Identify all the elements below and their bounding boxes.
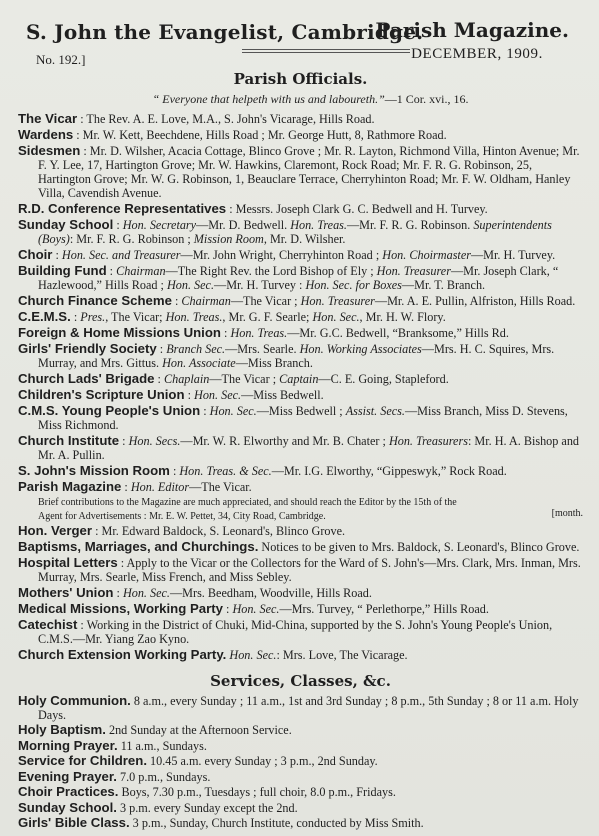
role: Hon. Editor bbox=[130, 480, 190, 494]
entry-label: Hospital Letters bbox=[18, 555, 118, 570]
service-text: 2nd Sunday at the Afternoon Service. bbox=[108, 723, 292, 737]
name: —Mr. A. E. Pullin, Alfriston, Hills Road. bbox=[374, 294, 576, 308]
entry-label: Choir bbox=[18, 247, 53, 262]
service-text: 10.45 a.m. every Sunday ; 3 p.m., 2nd Sunday. bbox=[150, 754, 378, 768]
entry-medical-missions: Medical Missions, Working Party : Hon. Sec.—Mrs. Turvey, “ Perlethorpe,” Hills Road. bbox=[18, 601, 489, 616]
entry-label: Church Institute bbox=[18, 433, 120, 448]
entry-verger bbox=[18, 524, 583, 538]
header-rule bbox=[242, 49, 410, 53]
entry-text: : Mr. D. Wilsher, Acacia Cottage, Blinco Grove ; Mr. R. Layton, Richmond Villa, Hinton Avenue; Mr. F. Y. Lee, 17, Hartington Grove; Mr. W. Hawkins, Claremont, Rock Road; Mr. F. R. G. Robinson, 25, Hartington Grove; Mr. W. G. Robinson, 1, Beauclare Terrace, Cherryhinton Road; Mr. F. W. Oldham, Hanley Villa, Cavendish Avenue. bbox=[38, 144, 580, 200]
entry-text: : Working in the District of Chuki, Mid-China, supported by the S. John's Young People's Union, C.M.S.—Mr. Yiang Zao Kyno. bbox=[38, 618, 553, 646]
entry-label: C.M.S. Young People's Union bbox=[18, 403, 201, 418]
name: , Mr. G. F. Searle; bbox=[222, 310, 310, 324]
service-item bbox=[18, 723, 583, 738]
service-text: Boys, 7.30 p.m., Tuesdays ; full choir, 8.0 p.m., Fridays. bbox=[121, 785, 396, 799]
role: Hon. Treasurer bbox=[300, 294, 375, 308]
role: Hon. Sec. bbox=[209, 404, 257, 418]
services-title: Services, Classes, &c. bbox=[210, 672, 391, 690]
entry-finance-scheme: Church Finance Scheme : Chairman—The Vicar ; Hon. Treasurer—Mr. A. E. Pullin, Alfriston, Hills Road. bbox=[18, 293, 576, 308]
entry-cms-young-peoples-union: C.M.S. Young People's Union : Hon. Sec.—Miss Bedwell ; Assist. Secs.—Miss Branch, Miss D. Stevens, Miss Richmond. bbox=[18, 403, 568, 432]
magazine-name: Parish Magazine. bbox=[375, 18, 569, 42]
entry-label: Wardens bbox=[18, 127, 74, 142]
name: , Mr. D. Wilsher. bbox=[263, 232, 346, 246]
name: —Miss Bedwell ; bbox=[256, 404, 343, 418]
entry-label: Sidesmen bbox=[18, 143, 81, 158]
officials-title: Parish Officials. bbox=[233, 70, 368, 88]
entry-label: Mothers' Union bbox=[18, 585, 114, 600]
role: Branch Sec. bbox=[166, 342, 226, 356]
name: —Mr. W. R. Elworthy and Mr. B. Chater ; bbox=[180, 434, 386, 448]
role: Superintendents (Boys) bbox=[38, 218, 552, 246]
entry-text: : The Rev. A. E. Love, M.A., S. John's Vicarage, Hills Road. bbox=[80, 112, 375, 126]
service-label: Holy Baptism. bbox=[18, 722, 106, 737]
entry-building-fund: Building Fund : Chairman—The Right Rev. the Lord Bishop of Ely ; Hon. Treasurer—Mr. Joseph Clark, “ Hazlewood,” Hills Road ; Hon. Sec.—Mr. H. Turvey : Hon. Sec. for Boxes—Mr. T. Branch. bbox=[18, 263, 559, 292]
role: Captain bbox=[279, 372, 319, 386]
service-item bbox=[18, 739, 583, 754]
role: Hon. Sec. bbox=[312, 310, 360, 324]
role: Hon. Treasurer bbox=[376, 264, 451, 278]
note-continuation: [month. bbox=[551, 508, 583, 519]
service-item bbox=[18, 785, 583, 800]
role: Hon. Sec. bbox=[232, 602, 280, 616]
name: —The Vicar ; bbox=[209, 372, 277, 386]
entry-text: : Mr. Edward Baldock, S. Leonard's, Blinco Grove. bbox=[95, 524, 346, 538]
service-label: Sunday School. bbox=[18, 799, 117, 815]
entry-sunday-school: Sunday School : Hon. Secretary—Mr. D. Bedwell. Hon. Treas.—Mr. F. R. G. Robinson. Superintendents (Boys): Mr. F. R. G. Robinson ; Mission Room, Mr. D. Wilsher. bbox=[18, 217, 552, 246]
entry-rd-conference bbox=[18, 202, 583, 216]
name: : Mrs. Love, The Vicarage. bbox=[276, 648, 408, 662]
entry-label: Church Extension Working Party. bbox=[18, 647, 227, 662]
entry-missions-union: Foreign & Home Missions Union : Hon. Treas.—Mr. G.C. Bedwell, “Branksome,” Hills Rd. bbox=[18, 325, 509, 340]
service-label: Choir Practices. bbox=[18, 784, 119, 799]
entry-label: S. John's Mission Room bbox=[18, 463, 170, 478]
entry-label: Hon. Verger bbox=[18, 523, 93, 538]
role: Mission Room bbox=[193, 232, 264, 246]
entry-label: Church Finance Scheme bbox=[18, 293, 172, 308]
role: Hon. Secretary bbox=[122, 218, 197, 232]
service-item bbox=[18, 694, 583, 722]
quote-text: “ Everyone that helpeth with us and laboureth.” bbox=[152, 92, 385, 106]
entry-church-lads-brigade: Church Lads' Brigade : Chaplain—The Vicar ; Captain—C. E. Going, Stapleford. bbox=[18, 371, 449, 386]
entry-scripture-union: Children's Scripture Union : Hon. Sec.—Miss Bedwell. bbox=[18, 387, 324, 402]
role: Hon. Secs. bbox=[128, 434, 181, 448]
role: Hon. Sec. for Boxes bbox=[305, 278, 402, 292]
entry-vicar bbox=[18, 112, 583, 126]
entry-label: Parish Magazine bbox=[18, 479, 122, 494]
role: Hon. Treas. & Sec. bbox=[179, 464, 272, 478]
role: Hon. Working Associates bbox=[299, 342, 422, 356]
entry-label: Foreign & Home Missions Union bbox=[18, 325, 221, 340]
name: —Mr. John Wright, Cherryhinton Road ; bbox=[180, 248, 380, 262]
advert-agent: Agent for Advertisements : Mr. E. W. Pettet, 34, City Road, Cambridge. bbox=[38, 511, 326, 522]
role: Hon. Treas. bbox=[230, 326, 288, 340]
entry-label: R.D. Conference Representatives bbox=[18, 201, 227, 216]
role: Chairman bbox=[181, 294, 231, 308]
role: Hon. Treas. bbox=[165, 310, 223, 324]
entry-label: Children's Scripture Union bbox=[18, 387, 185, 402]
entry-cems: C.E.M.S. : Pres., The Vicar; Hon. Treas., Mr. G. F. Searle; Hon. Sec., Mr. H. W. Flory. bbox=[18, 309, 446, 324]
service-label: Morning Prayer. bbox=[18, 737, 118, 753]
name: —Mr. H. Turvey. bbox=[470, 248, 556, 262]
name: , Mr. H. W. Flory. bbox=[359, 310, 446, 324]
entry-parish-magazine: Parish Magazine : Hon. Editor—The Vicar. Brief contributions to the Magazine are much appreciated, and should reach the Editor by the 15th of the Agent for Advertisements : Mr. E. W. Pettet, 34, City Road, Cambridge. [month. bbox=[18, 479, 583, 522]
service-label: Holy Communion. bbox=[18, 693, 131, 708]
name: —Mrs. Searle. bbox=[225, 342, 297, 356]
magazine-note: Brief contributions to the Magazine are much appreciated, and should reach the Editor by the 15th of the bbox=[38, 497, 457, 508]
entry-church-institute: Church Institute : Hon. Secs.—Mr. W. R. Elworthy and Mr. B. Chater ; Hon. Treasurers: Mr. H. A. Bishop and Mr. A. Pullin. bbox=[18, 433, 580, 462]
entry-text: : Messrs. Joseph Clark G. C. Bedwell and H. Turvey. bbox=[229, 202, 488, 216]
role: Hon. Sec. bbox=[166, 278, 215, 292]
entry-label: Medical Missions, Working Party bbox=[18, 601, 223, 616]
entry-girls-friendly-society: Girls' Friendly Society : Branch Sec.—Mrs. Searle. Hon. Working Associates—Mrs. H. C. Squires, Mrs. Murray, and Mrs. Gittus. Hon. Associate—Miss Branch. bbox=[18, 341, 555, 370]
name: —Mr. Joseph Clark, “ Hazlewood,” Hills Road ; bbox=[38, 264, 559, 292]
issue-date: DECEMBER, 1909. bbox=[411, 46, 543, 62]
entry-sidesmen bbox=[18, 144, 583, 200]
role: Hon. Associate bbox=[162, 356, 236, 370]
service-label: Evening Prayer. bbox=[18, 768, 117, 784]
entry-baptisms bbox=[18, 540, 583, 554]
role: Chairman bbox=[116, 264, 166, 278]
role: Hon. Sec. bbox=[122, 586, 170, 600]
church-name: S. John the Evangelist, Cambridge. bbox=[26, 20, 424, 44]
name: : Mr. H. A. Bishop and Mr. A. Pullin. bbox=[38, 434, 580, 462]
entry-label: Sunday School bbox=[18, 217, 114, 232]
name: : Mr. F. R. G. Robinson ; bbox=[69, 232, 191, 246]
service-text: 3 p.m. every Sunday except the 2nd. bbox=[119, 800, 298, 815]
service-text: 11 a.m., Sundays. bbox=[120, 738, 207, 753]
name: —Mrs. Beedham, Woodville, Hills Road. bbox=[169, 586, 372, 600]
name: —Mr. D. Bedwell. bbox=[196, 218, 288, 232]
name: —Mr. H. Turvey : bbox=[214, 278, 303, 292]
name: —The Right Rev. the Lord Bishop of Ely ; bbox=[165, 264, 374, 278]
entry-label: Catechist bbox=[18, 617, 78, 632]
service-item bbox=[18, 770, 583, 785]
role: Assist. Secs. bbox=[345, 404, 405, 418]
name: —Miss Branch. bbox=[235, 356, 313, 370]
name: —Mr. F. R. G. Robinson. bbox=[346, 218, 471, 232]
entry-text: : Apply to the Vicar or the Collectors for the Ward of S. John's—Mrs. Clark, Mrs. Inman, Mrs. Murray, Mrs. Searle, Miss French, and Miss Sebley. bbox=[38, 556, 581, 584]
name: —Mr. I.G. Elworthy, “Gippeswyk,” Rock Road. bbox=[271, 464, 507, 478]
entry-mothers-union: Mothers' Union : Hon. Sec.—Mrs. Beedham, Woodville, Hills Road. bbox=[18, 585, 372, 600]
entry-label: The Vicar bbox=[18, 111, 78, 126]
entry-label: Building Fund bbox=[18, 263, 107, 278]
entry-text: : Mr. W. Kett, Beechdene, Hills Road ; Mr. George Hutt, 8, Rathmore Road. bbox=[76, 128, 447, 142]
name: , The Vicar; bbox=[105, 310, 163, 324]
service-label: Service for Children. bbox=[18, 753, 147, 768]
entry-hospital-letters bbox=[18, 556, 583, 584]
service-item bbox=[18, 816, 583, 831]
entry-wardens bbox=[18, 128, 583, 142]
name: —Miss Branch, Miss D. Stevens, Miss Richmond. bbox=[38, 404, 568, 432]
entry-mission-room: S. John's Mission Room : Hon. Treas. & Sec.—Mr. I.G. Elworthy, “Gippeswyk,” Rock Road. bbox=[18, 463, 507, 478]
service-item bbox=[18, 801, 583, 816]
role: Hon. Sec. bbox=[194, 388, 242, 402]
entry-label: Girls' Friendly Society bbox=[18, 341, 157, 356]
advertisement-note bbox=[38, 508, 583, 522]
entry-catechist bbox=[18, 618, 583, 646]
name: —Mrs. Turvey, “ Perlethorpe,” Hills Road. bbox=[279, 602, 489, 616]
role: Hon. Sec. bbox=[229, 648, 277, 662]
entry-church-extension bbox=[18, 648, 583, 662]
role: Hon. Sec. and Treasurer bbox=[61, 248, 181, 262]
service-label: Girls' Bible Class. bbox=[18, 815, 130, 830]
name: —C. E. Going, Stapleford. bbox=[318, 372, 449, 386]
entry-label: C.E.M.S. bbox=[18, 309, 71, 324]
entry-label: Church Lads' Brigade bbox=[18, 371, 155, 386]
name: —Miss Bedwell. bbox=[241, 388, 324, 402]
role: Hon. Choirmaster bbox=[382, 248, 471, 262]
service-text: 7.0 p.m., Sundays. bbox=[120, 769, 211, 784]
name: —Mr. G.C. Bedwell, “Branksome,” Hills Rd. bbox=[287, 326, 509, 340]
name: —The Vicar. bbox=[189, 480, 252, 494]
role: Chaplain bbox=[163, 372, 210, 386]
entry-text: Notices to be given to Mrs. Baldock, S. Leonard's, Blinco Grove. bbox=[261, 540, 580, 554]
service-item bbox=[18, 754, 583, 769]
name: —Mrs. H. C. Squires, Mrs. Murray, and Mrs. Gittus. bbox=[38, 342, 555, 370]
name: —The Vicar ; bbox=[230, 294, 298, 308]
role: Pres. bbox=[80, 310, 106, 324]
role: Hon. Treas. bbox=[290, 218, 347, 232]
service-text: 8 a.m., every Sunday ; 11 a.m., 1st and 3rd Sunday ; 8 p.m., 5th Sunday ; 8 or 11 a.m. Holy Days. bbox=[38, 694, 579, 722]
entry-choir: Choir : Hon. Sec. and Treasurer—Mr. John Wright, Cherryhinton Road ; Hon. Choirmaster—Mr. H. Turvey. bbox=[18, 247, 556, 262]
service-text: 3 p.m., Sunday, Church Institute, conducted by Miss Smith. bbox=[132, 816, 424, 830]
name: —Mr. T. Branch. bbox=[401, 278, 486, 292]
scripture-quote bbox=[38, 92, 583, 107]
entry-label: Baptisms, Marriages, and Churchings. bbox=[18, 539, 259, 554]
role: Hon. Treasurers bbox=[388, 434, 468, 448]
quote-reference: —1 Cor. xvi., 16. bbox=[384, 92, 469, 106]
masthead bbox=[18, 14, 583, 67]
issue-number: No. 192.] bbox=[36, 52, 86, 67]
